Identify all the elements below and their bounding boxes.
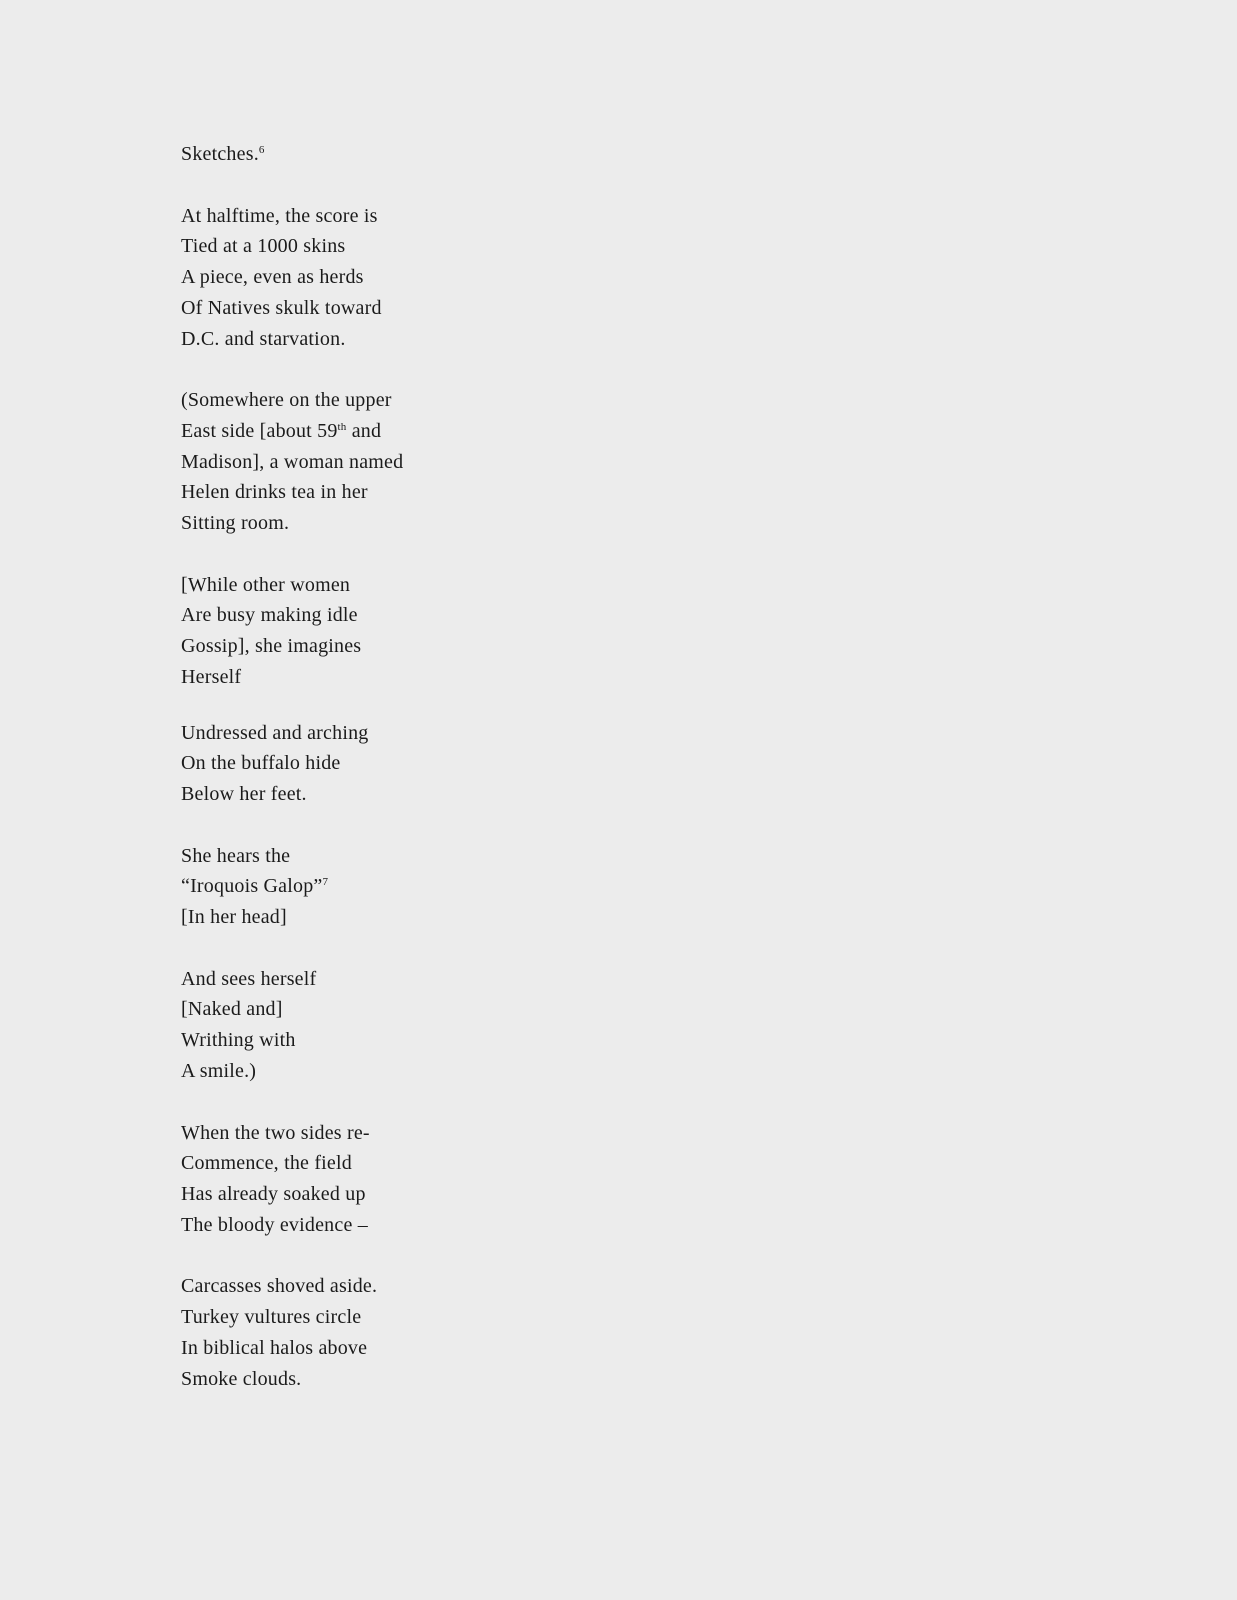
- line-text: and: [346, 419, 382, 442]
- poem-line: Writhing with: [181, 1029, 296, 1052]
- stanza: [181, 385, 781, 539]
- poem-line: On the buffalo hide: [181, 752, 341, 775]
- stanzas: [181, 201, 781, 1395]
- stanza: [181, 570, 781, 693]
- poem-line: Below her feet.: [181, 782, 307, 805]
- poem-title-text: Sketches.: [181, 143, 259, 165]
- poem-line: Has already soaked up: [181, 1182, 366, 1205]
- poem-line: Smoke clouds.: [181, 1367, 302, 1390]
- superscript: 7: [322, 876, 329, 889]
- footnote-marker: 6: [258, 144, 265, 156]
- poem-line: When the two sides re-: [181, 1121, 370, 1144]
- poem-line: Commence, the field: [181, 1152, 352, 1175]
- poem-line: [In her head]: [181, 906, 287, 929]
- line-text: East side [about 59: [181, 419, 338, 442]
- poem-line: In biblical halos above: [181, 1336, 368, 1359]
- poem-line: Sitting room.: [181, 512, 290, 535]
- poem-line: A piece, even as herds: [181, 266, 364, 289]
- poem-line: Herself: [181, 665, 242, 688]
- poem-line: Carcasses shoved aside.: [181, 1275, 378, 1298]
- poem-line: D.C. and starvation.: [181, 327, 346, 350]
- poem-line: And sees herself: [181, 967, 317, 990]
- poem-line: Of Natives skulk toward: [181, 296, 382, 319]
- stanza: [181, 964, 781, 1087]
- poem-line: A smile.): [181, 1059, 257, 1082]
- stanza: [181, 201, 781, 355]
- poem-line: Tied at a 1000 skins: [181, 235, 346, 258]
- poem-title: [181, 139, 781, 170]
- poem-line: [Naked and]: [181, 998, 283, 1021]
- poem-line: The bloody evidence –: [181, 1213, 368, 1236]
- poem-line: She hears the: [181, 844, 291, 867]
- poem-line: Helen drinks tea in her: [181, 481, 368, 504]
- stanza: [181, 718, 781, 810]
- poem-line: Are busy making idle: [181, 604, 358, 627]
- stanza: [181, 1118, 781, 1241]
- stanza: [181, 1271, 781, 1394]
- poem: [181, 139, 781, 1425]
- poem-line: Gossip], she imagines: [181, 635, 362, 658]
- line-text: “Iroquois Galop”: [181, 875, 323, 898]
- poem-line: (Somewhere on the upper: [181, 389, 392, 412]
- poem-line: Undressed and arching: [181, 721, 369, 744]
- poem-line: [181, 416, 781, 447]
- poem-line: [181, 871, 781, 902]
- stanza: [181, 841, 781, 933]
- poem-line: At halftime, the score is: [181, 204, 378, 227]
- superscript: th: [337, 420, 347, 433]
- poem-line: Madison], a woman named: [181, 450, 404, 473]
- poem-line: [While other women: [181, 573, 351, 596]
- poem-line: Turkey vultures circle: [181, 1306, 362, 1329]
